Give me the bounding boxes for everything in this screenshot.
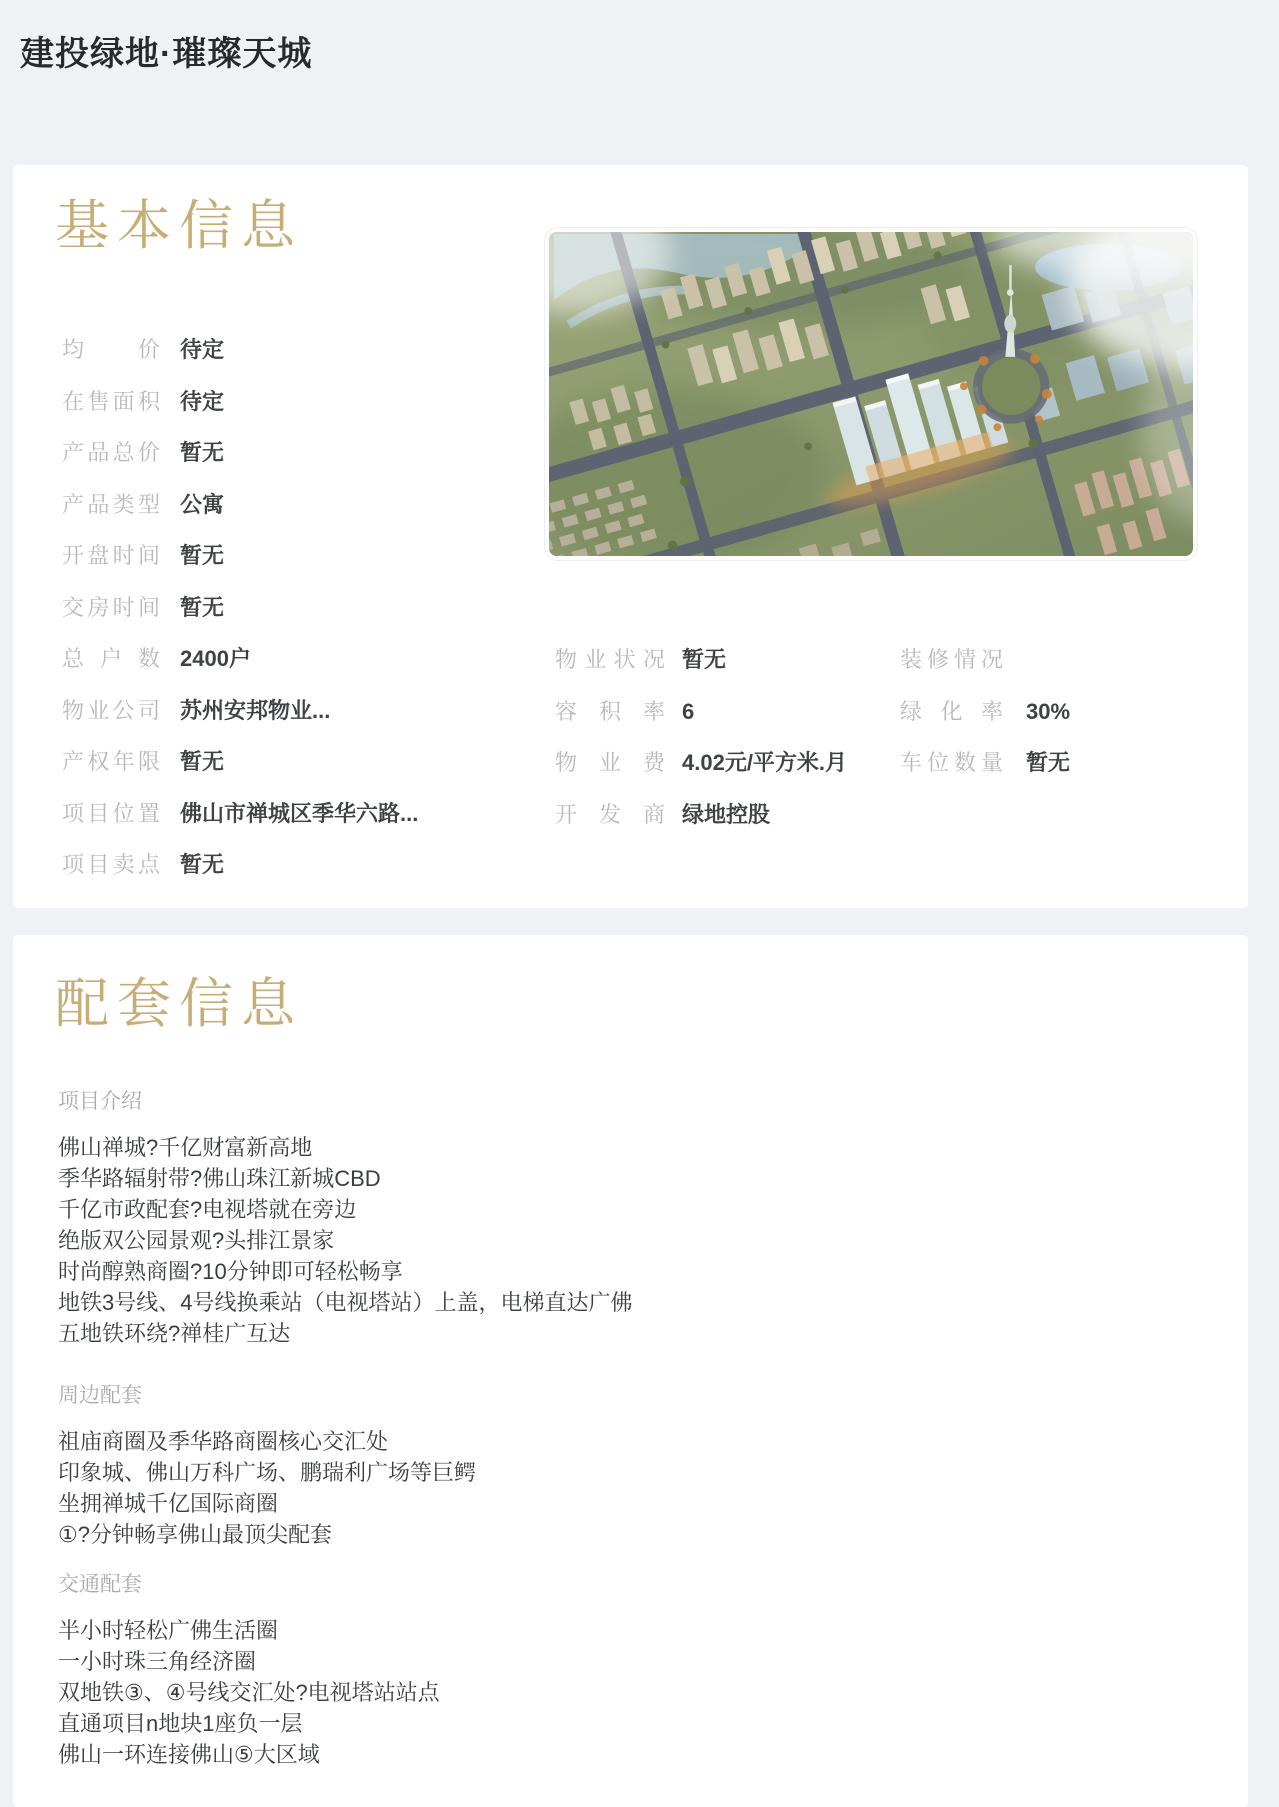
info-value: 待定 [180,388,225,414]
info-row-total-price [62,440,482,492]
text-line: ①?分钟畅享佛山最顶尖配套 [58,1521,332,1547]
subheading-traffic-amenities: 交通配套 [58,1572,142,1596]
amenities-title: 配套信息 [55,974,303,1034]
text-line: 双地铁③、④号线交汇处?电视塔站站点 [58,1679,440,1705]
text-line: 五地铁环绕?禅桂广互达 [58,1320,291,1346]
info-value: 30% [1026,698,1071,724]
info-value: 暂无 [180,749,225,774]
info-row-decoration [900,647,1200,699]
info-row-property-fee [555,750,895,802]
info-row-property-status [555,647,895,699]
subheading-surrounding-amenities: 周边配套 [58,1383,142,1407]
info-label: 均价 [62,337,160,362]
surrounding-amenities-paragraph [58,1426,1203,1550]
info-label: 容积率 [555,698,665,724]
info-value: 6 [682,698,695,724]
info-row-project-location [62,801,482,853]
info-label: 物业费 [555,750,665,775]
info-label: 交房时间 [62,594,160,620]
text-line: 祖庙商圈及季华路商圈核心交汇处 [58,1428,389,1454]
info-row-developer [555,802,895,854]
text-line: 绝版双公园景观?头排江景家 [58,1227,335,1253]
basic-info-title: 基本信息 [55,196,303,256]
info-value: 暂无 [180,440,225,465]
info-value: 暂无 [180,852,225,877]
text-line: 一小时珠三角经济圈 [58,1648,257,1674]
info-row-parking-spaces [900,750,1200,802]
info-label: 开发商 [555,801,665,827]
info-label: 装修情况 [900,647,1003,672]
page-title: 建投绿地·璀璨天城 [20,35,313,73]
text-line: 半小时轻松广佛生活圈 [58,1617,279,1643]
info-label: 物业状况 [555,647,665,672]
info-row-avg-price [62,337,482,389]
text-line: 地铁3号线、4号线换乘站（电视塔站）上盖，电梯直达广佛 [58,1289,633,1315]
info-row-opening-time [62,543,482,595]
info-row-property-company [62,698,482,750]
info-label: 物业公司 [62,697,160,723]
project-intro-paragraph [58,1132,1203,1349]
text-line: 季华路辐射带?佛山珠江新城CBD [58,1165,381,1191]
amenities-card [13,935,1248,1807]
info-label: 绿化率 [900,698,1003,724]
info-value: 暂无 [1026,750,1071,775]
traffic-amenities-paragraph [58,1615,1203,1770]
aerial-rendering-image [549,232,1193,556]
info-label: 产权年限 [62,749,160,774]
info-value: 待定 [180,337,225,362]
info-row-property-rights-years [62,749,482,801]
text-line: 佛山一环连接佛山⑤大区域 [58,1741,320,1767]
info-value: 绿地控股 [682,801,771,827]
basic-info-middle-column [555,647,895,853]
info-value: 暂无 [180,543,225,568]
info-value: 苏州安邦物业... [180,697,331,723]
text-line: 时尚醇熟商圈?10分钟即可轻松畅享 [58,1258,403,1284]
text-line: 直通项目n地块1座负一层 [58,1710,303,1736]
info-label: 产品类型 [62,491,160,517]
info-row-plot-ratio [555,699,895,751]
basic-info-card [13,165,1248,908]
project-aerial-photo[interactable] [545,228,1197,560]
info-value: 2400户 [180,646,251,671]
info-value: 佛山市禅城区季华六路... [180,800,419,826]
info-label: 总户数 [62,646,160,671]
text-line: 印象城、佛山万科广场、鹏瑞利广场等巨鳄 [58,1459,477,1485]
basic-info-left-column [62,337,482,904]
text-line: 佛山禅城?千亿财富新高地 [58,1134,313,1160]
info-label: 产品总价 [62,440,160,465]
subheading-project-intro: 项目介绍 [58,1089,142,1113]
info-row-greening-rate [900,699,1200,751]
info-label: 开盘时间 [62,543,160,568]
info-label: 项目位置 [62,800,160,826]
info-value: 4.02元/平方米.月 [682,750,848,775]
info-value: 暂无 [682,647,727,672]
info-row-area-on-sale [62,389,482,441]
info-label: 项目卖点 [62,852,160,877]
text-line: 千亿市政配套?电视塔就在旁边 [58,1196,357,1222]
info-row-selling-points [62,852,482,904]
text-line: 坐拥禅城千亿国际商圈 [58,1490,279,1516]
info-row-product-type [62,492,482,544]
basic-info-right-column [900,647,1200,802]
info-row-delivery-time [62,595,482,647]
info-row-total-households [62,646,482,698]
info-label: 在售面积 [62,388,160,414]
info-value: 暂无 [180,594,225,620]
info-label: 车位数量 [900,750,1003,775]
info-value: 公寓 [180,491,225,517]
